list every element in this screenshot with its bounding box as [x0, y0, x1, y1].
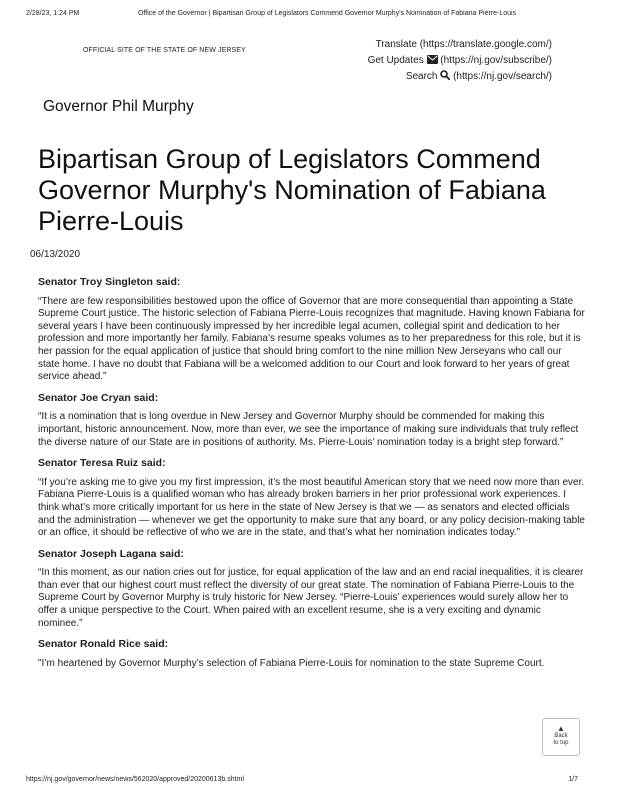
speaker-name: Senator Joe Cryan said:	[38, 391, 159, 404]
get-updates-url: (https://nj.gov/subscribe/)	[440, 55, 552, 66]
print-page-title: Office of the Governor | Bipartisan Group of Legislators Commend Governor Murphy's Nomination of Fabiana Pierre-Louis	[138, 10, 517, 17]
page-title: Bipartisan Group of Legislators Commend Governor Murphy's Nomination of Fabiana Pierre-Louis	[38, 144, 546, 236]
search-icon	[440, 70, 450, 80]
article-body	[38, 276, 586, 678]
arrow-up-icon: ▲	[557, 724, 565, 733]
print-url: https://nj.gov/governor/news/news/562020/approved/20200613b.shtml	[26, 776, 244, 783]
search-label: Search	[405, 71, 438, 82]
statement-quote: “It is a nomination that is long overdue in New Jersey and Governor Murphy should be commended for making this important, historic announcement. Now, more than ever, we see the importance of making sure individuals that truly reflect the diverse nature of our State are in positions of authority. Ms. Pierre-Louis’ nomination today is a bright step forward.”	[38, 411, 579, 448]
get-updates-link[interactable]	[368, 53, 552, 69]
speaker-name: Senator Joseph Lagana said:	[38, 547, 184, 560]
statement-quote: "I’m heartened by Governor Murphy’s selection of Fabiana Pierre-Louis for nomination to the state Supreme Court.	[38, 657, 545, 669]
statement	[38, 638, 586, 670]
statement	[38, 457, 586, 540]
governor-name-link[interactable]: Governor Phil Murphy	[43, 98, 194, 115]
statement	[38, 548, 586, 631]
envelope-icon	[427, 55, 438, 64]
print-footer	[26, 776, 578, 783]
speaker-name: Senator Troy Singleton said:	[38, 276, 181, 288]
back-to-top-label-line1: Back	[554, 733, 568, 739]
back-to-top-button[interactable]	[542, 718, 580, 756]
search-link[interactable]	[368, 69, 552, 85]
speaker-name: Senator Ronald Rice said:	[38, 638, 169, 651]
statement	[38, 276, 586, 384]
translate-link[interactable]: Translate (https://translate.google.com/)	[375, 39, 552, 50]
speaker-name: Senator Teresa Ruiz said:	[38, 457, 166, 470]
top-links	[368, 37, 552, 85]
get-updates-label: Get Updates	[367, 55, 424, 66]
back-to-top-label-line2: to top	[553, 740, 569, 746]
statement-quote: “If you’re asking me to give you my first impression, it’s the most beautiful American story that we need now more than ever. Fabiana Pierre-Louis is a qualified woman who has already broken barriers in her prior professional work experiences. I think what’s more critically important for us here in the state of New Jersey is that we — as senators and elected officials and the administration — whenever we get the opportunity to make sure that any board, or any policy decision-making table or an office, it should be reflective of who we are in the state, and that’s what her nomination indicates today.”	[38, 476, 585, 539]
print-datetime: 2/28/23, 1:24 PM	[26, 10, 80, 17]
post-date: 06/13/2020	[30, 249, 81, 260]
print-page-number: 1/7	[568, 776, 578, 783]
official-site-banner: OFFICIAL SITE OF THE STATE OF NEW JERSEY	[83, 47, 246, 54]
statement	[38, 392, 586, 449]
statement-quote: “In this moment, as our nation cries out for justice, for equal application of the law and an end racial inequalities, it is clearer than ever that our highest court must reflect the diversity of our great state. The nomination of Fabiana Pierre-Louis to the Supreme Court by Governor Murphy is truly historic for New Jersey. “Pierre-Louis’ experiences would surely allow her to offer a unique perspective to the Court. When paired with an excellent resume, she is a very exciting and dynamic nominee.”	[38, 567, 584, 629]
search-url: (https://nj.gov/search/)	[453, 71, 552, 82]
statement-quote: “There are few responsibilities bestowed upon the office of Governor that are more consequential than appointing a State Supreme Court justice. The historic selection of Fabiana Pierre-Louis recognizes that magnitude. Having known Fabiana for several years I have been continuously impressed by her incredible legal acumen, collegial spirit and dedication to her profession and more importantly her family. Fabiana’s resume speaks volumes as to her preparedness for this role, but it is her passion for the equal application of justice that should bring comfort to the nine million New Jerseyans who call our state home. I have no doubt that Fabiana will be a welcomed addition to our Court and look forward to her years of great service ahead.”	[38, 295, 585, 383]
